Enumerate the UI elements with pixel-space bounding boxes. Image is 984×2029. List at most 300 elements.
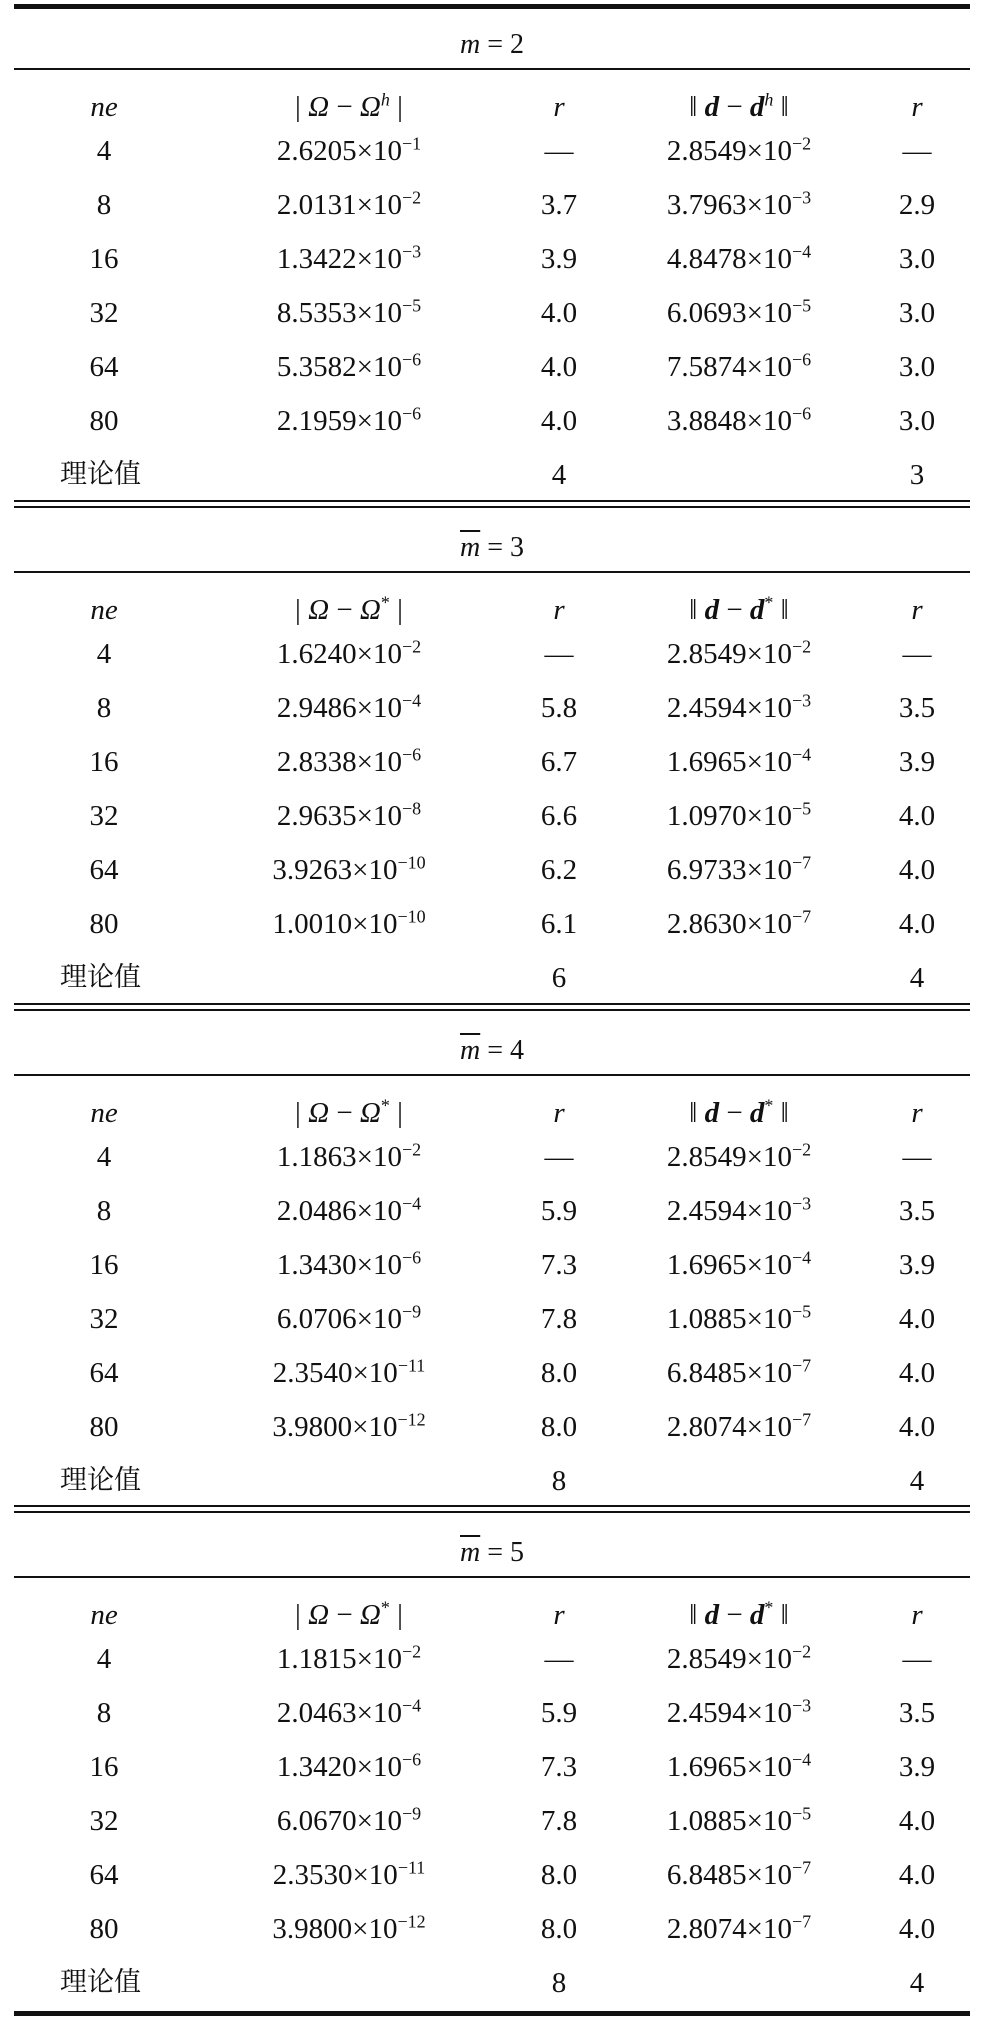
section-value: 5 xyxy=(510,1537,525,1568)
exponent: −3 xyxy=(791,690,812,711)
exponent: −5 xyxy=(401,295,422,316)
times-ten: ×10 xyxy=(356,1141,402,1173)
cell-omega-error xyxy=(194,178,504,232)
cell-displacement-error xyxy=(614,843,864,897)
times-ten: ×10 xyxy=(746,1195,792,1227)
mantissa: 7.5874 xyxy=(666,351,747,383)
mantissa: 3.9263 xyxy=(272,854,353,886)
mantissa: 2.8549 xyxy=(666,638,747,670)
cell-displacement-error xyxy=(614,232,864,286)
mantissa: 6.0706 xyxy=(276,1303,357,1335)
times-ten: ×10 xyxy=(746,746,792,778)
cell-displacement-error xyxy=(614,178,864,232)
omega-symbol: Ω xyxy=(300,1599,330,1631)
d-superscript: h xyxy=(764,89,774,110)
cell-omega-error xyxy=(194,1902,504,1956)
theory-label: 理论值 xyxy=(60,1967,141,1998)
cell-displacement-error xyxy=(614,1632,864,1686)
equals-sign: = xyxy=(480,1035,511,1066)
cell-rate-displacement: — xyxy=(902,1141,932,1173)
table-top-rule xyxy=(14,4,970,9)
times-ten: ×10 xyxy=(356,1805,402,1837)
mantissa: 2.0131 xyxy=(276,189,357,221)
exponent: −7 xyxy=(791,1911,812,1932)
cell-omega-error xyxy=(194,1292,504,1346)
times-ten: ×10 xyxy=(746,1411,792,1443)
times-ten: ×10 xyxy=(746,351,792,383)
exponent: −2 xyxy=(401,187,422,208)
theory-rate-displacement: 3 xyxy=(909,459,925,491)
cell-omega-error xyxy=(194,789,504,843)
norm-bar: ‖ xyxy=(773,1097,789,1129)
cell-rate-omega: 5.8 xyxy=(540,692,578,724)
abs-bar: | xyxy=(295,594,301,626)
mantissa: 3.9800 xyxy=(272,1913,353,1945)
cell-rate-displacement: 4.0 xyxy=(898,1357,936,1389)
times-ten: ×10 xyxy=(352,1913,398,1945)
exponent: −2 xyxy=(401,636,422,657)
cell-omega-error xyxy=(194,843,504,897)
cell-rate-omega: 4.0 xyxy=(540,405,578,437)
times-ten: ×10 xyxy=(746,638,792,670)
d-symbol: d xyxy=(749,1097,765,1129)
exponent: −12 xyxy=(397,1409,426,1430)
omega-superscript: * xyxy=(380,592,390,613)
mantissa: 2.0486 xyxy=(276,1195,357,1227)
exponent: −6 xyxy=(401,349,422,370)
exponent: −10 xyxy=(397,906,426,927)
cell-rate-displacement: 4.0 xyxy=(898,1805,936,1837)
omega-symbol: Ω xyxy=(300,594,330,626)
cell-rate-displacement: 4.0 xyxy=(898,854,936,886)
mantissa: 4.8478 xyxy=(666,243,747,275)
cell-omega-error xyxy=(194,1794,504,1848)
theory-rate-omega: 6 xyxy=(551,962,567,994)
cell-displacement-error xyxy=(614,1238,864,1292)
cell-rate-displacement: 2.9 xyxy=(898,189,936,221)
cell-rate-omega: — xyxy=(544,135,574,167)
cell-ne: 4 xyxy=(96,1141,112,1173)
d-symbol: d xyxy=(704,594,720,626)
cell-rate-displacement: 3.9 xyxy=(898,746,936,778)
cell-displacement-error xyxy=(614,735,864,789)
cell-rate-omega: 4.0 xyxy=(540,297,578,329)
times-ten: ×10 xyxy=(356,351,402,383)
cell-displacement-error xyxy=(614,789,864,843)
exponent: −8 xyxy=(401,798,422,819)
cell-displacement-error xyxy=(614,1740,864,1794)
mantissa: 6.0693 xyxy=(666,297,747,329)
times-ten: ×10 xyxy=(746,1859,792,1891)
d-symbol: d xyxy=(704,1097,720,1129)
cell-omega-error xyxy=(194,1686,504,1740)
header-ne: ne xyxy=(90,1097,118,1129)
exponent: −6 xyxy=(791,403,812,424)
cell-rate-omega: 6.2 xyxy=(540,854,578,886)
abs-bar: | xyxy=(389,1599,403,1631)
theory-rate-omega: 4 xyxy=(551,459,567,491)
mantissa: 2.8074 xyxy=(666,1411,747,1443)
cell-ne: 8 xyxy=(96,189,112,221)
cell-rate-omega: 8.0 xyxy=(540,1913,578,1945)
exponent: −6 xyxy=(401,744,422,765)
d-superscript: * xyxy=(764,592,774,613)
cell-ne: 8 xyxy=(96,1697,112,1729)
times-ten: ×10 xyxy=(356,1751,402,1783)
times-ten: ×10 xyxy=(356,1643,402,1675)
mantissa: 2.1959 xyxy=(276,405,357,437)
cell-ne: 8 xyxy=(96,692,112,724)
cell-ne: 64 xyxy=(89,1859,119,1891)
cell-omega-error xyxy=(194,1848,504,1902)
header-rate-displacement: r xyxy=(911,91,923,123)
cell-rate-displacement: 3.9 xyxy=(898,1249,936,1281)
times-ten: ×10 xyxy=(356,638,402,670)
header-ne: ne xyxy=(90,1599,118,1631)
cell-rate-omega: 3.9 xyxy=(540,243,578,275)
mantissa: 1.1815 xyxy=(276,1643,357,1675)
header-rate-displacement: r xyxy=(911,1097,923,1129)
cell-rate-displacement: 3.0 xyxy=(898,405,936,437)
cell-displacement-error xyxy=(614,1400,864,1454)
cell-rate-omega: 8.0 xyxy=(540,1411,578,1443)
mantissa: 6.0670 xyxy=(276,1805,357,1837)
theory-rate-omega: 8 xyxy=(551,1465,567,1497)
theory-label: 理论值 xyxy=(60,1465,141,1496)
mantissa: 6.8485 xyxy=(666,1859,747,1891)
abs-bar: | xyxy=(389,91,403,123)
times-ten: ×10 xyxy=(746,189,792,221)
times-ten: ×10 xyxy=(746,1643,792,1675)
mantissa: 1.6240 xyxy=(276,638,357,670)
exponent: −5 xyxy=(791,1301,812,1322)
times-ten: ×10 xyxy=(746,908,792,940)
mantissa: 2.6205 xyxy=(276,135,357,167)
exponent: −4 xyxy=(401,1695,422,1716)
cell-ne: 80 xyxy=(89,1411,119,1443)
exponent: −4 xyxy=(401,690,422,711)
mantissa: 2.4594 xyxy=(666,1697,747,1729)
section-value: 4 xyxy=(510,1035,525,1066)
cell-rate-omega: 6.1 xyxy=(540,908,578,940)
mantissa: 3.7963 xyxy=(666,189,747,221)
omega-symbol: Ω xyxy=(359,1599,381,1631)
section-double-rule-lower xyxy=(14,1511,970,1513)
exponent: −7 xyxy=(791,852,812,873)
exponent: −2 xyxy=(791,1641,812,1662)
header-rate-omega: r xyxy=(553,1097,565,1129)
header-rate-omega: r xyxy=(553,594,565,626)
cell-rate-displacement: — xyxy=(902,135,932,167)
omega-symbol: Ω xyxy=(359,91,381,123)
theory-rate-displacement: 4 xyxy=(909,1465,925,1497)
mantissa: 2.8549 xyxy=(666,1141,747,1173)
omega-superscript: * xyxy=(380,1095,390,1116)
section-title xyxy=(14,1028,970,1074)
exponent: −5 xyxy=(791,798,812,819)
mantissa: 2.4594 xyxy=(666,692,747,724)
cell-rate-omega: 5.9 xyxy=(540,1195,578,1227)
cell-rate-omega: — xyxy=(544,638,574,670)
section-variable: $\overline{m}$ xyxy=(459,1537,481,1568)
exponent: −2 xyxy=(401,1641,422,1662)
cell-rate-displacement: 3.0 xyxy=(898,297,936,329)
header-ne: ne xyxy=(90,91,118,123)
cell-ne: 32 xyxy=(89,800,119,832)
cell-omega-error xyxy=(194,124,504,178)
d-symbol: d xyxy=(749,594,765,626)
cell-omega-error xyxy=(194,1238,504,1292)
mantissa: 2.3540 xyxy=(272,1357,353,1389)
exponent: −2 xyxy=(791,1139,812,1160)
mantissa: 2.9486 xyxy=(276,692,357,724)
cell-rate-displacement: 4.0 xyxy=(898,908,936,940)
cell-ne: 32 xyxy=(89,1805,119,1837)
cell-ne: 80 xyxy=(89,908,119,940)
exponent: −2 xyxy=(791,133,812,154)
cell-displacement-error xyxy=(614,1848,864,1902)
cell-rate-displacement: 3.5 xyxy=(898,692,936,724)
exponent: −7 xyxy=(791,906,812,927)
omega-superscript: * xyxy=(380,1597,390,1618)
section-value: 3 xyxy=(510,532,525,563)
mantissa: 2.8549 xyxy=(666,135,747,167)
equals-sign: = xyxy=(480,532,511,563)
cell-displacement-error xyxy=(614,897,864,951)
mantissa: 1.3422 xyxy=(276,243,357,275)
cell-ne: 32 xyxy=(89,1303,119,1335)
cell-ne: 4 xyxy=(96,135,112,167)
cell-displacement-error xyxy=(614,1346,864,1400)
omega-symbol: Ω xyxy=(300,1097,330,1129)
exponent: −4 xyxy=(401,1193,422,1214)
header-ne: ne xyxy=(90,594,118,626)
mantissa: 2.9635 xyxy=(276,800,357,832)
theory-label: 理论值 xyxy=(60,962,141,993)
mantissa: 2.0463 xyxy=(276,1697,357,1729)
section-value: 2 xyxy=(510,29,525,60)
cell-rate-omega: 7.8 xyxy=(540,1303,578,1335)
mantissa: 1.0010 xyxy=(272,908,353,940)
section-title-rule xyxy=(14,68,970,70)
section-variable: $\overline{m}$ xyxy=(459,1035,481,1066)
cell-omega-error xyxy=(194,340,504,394)
cell-rate-omega: 3.7 xyxy=(540,189,578,221)
times-ten: ×10 xyxy=(746,800,792,832)
exponent: −2 xyxy=(401,1139,422,1160)
cell-omega-error xyxy=(194,1346,504,1400)
cell-ne: 80 xyxy=(89,1913,119,1945)
cell-rate-displacement: 3.0 xyxy=(898,243,936,275)
cell-displacement-error xyxy=(614,681,864,735)
minus-sign: − xyxy=(719,91,750,123)
omega-symbol: Ω xyxy=(300,91,330,123)
times-ten: ×10 xyxy=(356,1249,402,1281)
times-ten: ×10 xyxy=(746,1303,792,1335)
section-double-rule-upper xyxy=(14,500,970,502)
section-double-rule-lower xyxy=(14,506,970,508)
mantissa: 2.8549 xyxy=(666,1643,747,1675)
table-bottom-rule xyxy=(14,2011,970,2016)
cell-rate-omega: 4.0 xyxy=(540,351,578,383)
mantissa: 8.5353 xyxy=(276,297,357,329)
cell-displacement-error xyxy=(614,1130,864,1184)
mantissa: 1.3430 xyxy=(276,1249,357,1281)
exponent: −5 xyxy=(791,295,812,316)
section-title-rule xyxy=(14,1576,970,1578)
exponent: −6 xyxy=(401,1247,422,1268)
cell-rate-displacement: 3.5 xyxy=(898,1195,936,1227)
times-ten: ×10 xyxy=(352,1411,398,1443)
norm-bar: ‖ xyxy=(689,1599,705,1631)
cell-omega-error xyxy=(194,681,504,735)
cell-displacement-error xyxy=(614,627,864,681)
cell-rate-displacement: 4.0 xyxy=(898,1859,936,1891)
mantissa: 2.3530 xyxy=(272,1859,353,1891)
cell-ne: 4 xyxy=(96,638,112,670)
cell-rate-displacement: — xyxy=(902,638,932,670)
cell-rate-omega: 7.3 xyxy=(540,1751,578,1783)
times-ten: ×10 xyxy=(746,243,792,275)
cell-omega-error xyxy=(194,735,504,789)
section-double-rule-upper xyxy=(14,1003,970,1005)
section-double-rule-upper xyxy=(14,1505,970,1507)
exponent: −4 xyxy=(791,744,812,765)
cell-rate-displacement: 4.0 xyxy=(898,800,936,832)
cell-ne: 8 xyxy=(96,1195,112,1227)
cell-rate-omega: 7.8 xyxy=(540,1805,578,1837)
exponent: −9 xyxy=(401,1803,422,1824)
mantissa: 1.6965 xyxy=(666,1751,747,1783)
cell-rate-displacement: 3.5 xyxy=(898,1697,936,1729)
cell-ne: 64 xyxy=(89,854,119,886)
times-ten: ×10 xyxy=(356,1195,402,1227)
cell-displacement-error xyxy=(614,394,864,448)
times-ten: ×10 xyxy=(356,135,402,167)
cell-rate-omega: — xyxy=(544,1643,574,1675)
minus-sign: − xyxy=(329,1599,360,1631)
header-rate-displacement: r xyxy=(911,1599,923,1631)
omega-symbol: Ω xyxy=(359,1097,381,1129)
norm-bar: ‖ xyxy=(773,1599,789,1631)
exponent: −6 xyxy=(791,349,812,370)
header-rate-displacement: r xyxy=(911,594,923,626)
exponent: −7 xyxy=(791,1857,812,1878)
cell-rate-omega: 6.6 xyxy=(540,800,578,832)
cell-omega-error xyxy=(194,1184,504,1238)
abs-bar: | xyxy=(295,1097,301,1129)
exponent: −3 xyxy=(791,1695,812,1716)
minus-sign: − xyxy=(719,1097,750,1129)
exponent: −6 xyxy=(401,403,422,424)
times-ten: ×10 xyxy=(746,297,792,329)
exponent: −11 xyxy=(397,1857,426,1878)
cell-rate-omega: 5.9 xyxy=(540,1697,578,1729)
exponent: −11 xyxy=(397,1355,426,1376)
cell-rate-displacement: 4.0 xyxy=(898,1411,936,1443)
minus-sign: − xyxy=(719,1599,750,1631)
times-ten: ×10 xyxy=(746,135,792,167)
theory-rate-omega: 8 xyxy=(551,1967,567,1999)
d-symbol: d xyxy=(704,1599,720,1631)
times-ten: ×10 xyxy=(356,405,402,437)
cell-omega-error xyxy=(194,1632,504,1686)
cell-omega-error xyxy=(194,232,504,286)
mantissa: 2.4594 xyxy=(666,1195,747,1227)
omega-symbol: Ω xyxy=(359,594,381,626)
exponent: −6 xyxy=(401,1749,422,1770)
d-symbol: d xyxy=(704,91,720,123)
exponent: −7 xyxy=(791,1409,812,1430)
times-ten: ×10 xyxy=(356,800,402,832)
section-variable: m xyxy=(459,29,481,60)
exponent: −3 xyxy=(791,1193,812,1214)
times-ten: ×10 xyxy=(746,1141,792,1173)
cell-rate-displacement: 3.0 xyxy=(898,351,936,383)
cell-rate-omega: — xyxy=(544,1141,574,1173)
cell-displacement-error xyxy=(614,1794,864,1848)
exponent: −3 xyxy=(791,187,812,208)
times-ten: ×10 xyxy=(746,1913,792,1945)
mantissa: 2.8074 xyxy=(666,1913,747,1945)
theory-rate-displacement: 4 xyxy=(909,962,925,994)
cell-omega-error xyxy=(194,627,504,681)
exponent: −1 xyxy=(401,133,422,154)
mantissa: 1.6965 xyxy=(666,1249,747,1281)
mantissa: 2.8630 xyxy=(666,908,747,940)
section-title xyxy=(14,22,970,68)
norm-bar: ‖ xyxy=(689,594,705,626)
cell-omega-error xyxy=(194,1740,504,1794)
d-symbol: d xyxy=(749,91,765,123)
times-ten: ×10 xyxy=(746,1249,792,1281)
norm-bar: ‖ xyxy=(689,1097,705,1129)
times-ten: ×10 xyxy=(356,189,402,221)
mantissa: 2.8338 xyxy=(276,746,357,778)
times-ten: ×10 xyxy=(746,1357,792,1389)
cell-omega-error xyxy=(194,1130,504,1184)
exponent: −4 xyxy=(791,1247,812,1268)
exponent: −9 xyxy=(401,1301,422,1322)
abs-bar: | xyxy=(389,1097,403,1129)
cell-ne: 32 xyxy=(89,297,119,329)
norm-bar: ‖ xyxy=(689,91,705,123)
times-ten: ×10 xyxy=(356,243,402,275)
cell-ne: 16 xyxy=(89,1249,119,1281)
times-ten: ×10 xyxy=(352,854,398,886)
cell-displacement-error xyxy=(614,1686,864,1740)
cell-ne: 16 xyxy=(89,243,119,275)
times-ten: ×10 xyxy=(746,1805,792,1837)
minus-sign: − xyxy=(329,1097,360,1129)
times-ten: ×10 xyxy=(352,1357,398,1389)
cell-displacement-error xyxy=(614,1184,864,1238)
section-double-rule-lower xyxy=(14,1009,970,1011)
cell-omega-error xyxy=(194,1400,504,1454)
times-ten: ×10 xyxy=(352,1859,398,1891)
section-title xyxy=(14,525,970,571)
times-ten: ×10 xyxy=(356,1303,402,1335)
cell-ne: 16 xyxy=(89,1751,119,1783)
cell-omega-error xyxy=(194,897,504,951)
minus-sign: − xyxy=(329,594,360,626)
omega-superscript: h xyxy=(380,89,390,110)
mantissa: 3.9800 xyxy=(272,1411,353,1443)
mantissa: 1.0885 xyxy=(666,1303,747,1335)
d-symbol: d xyxy=(749,1599,765,1631)
mantissa: 1.3420 xyxy=(276,1751,357,1783)
times-ten: ×10 xyxy=(746,405,792,437)
